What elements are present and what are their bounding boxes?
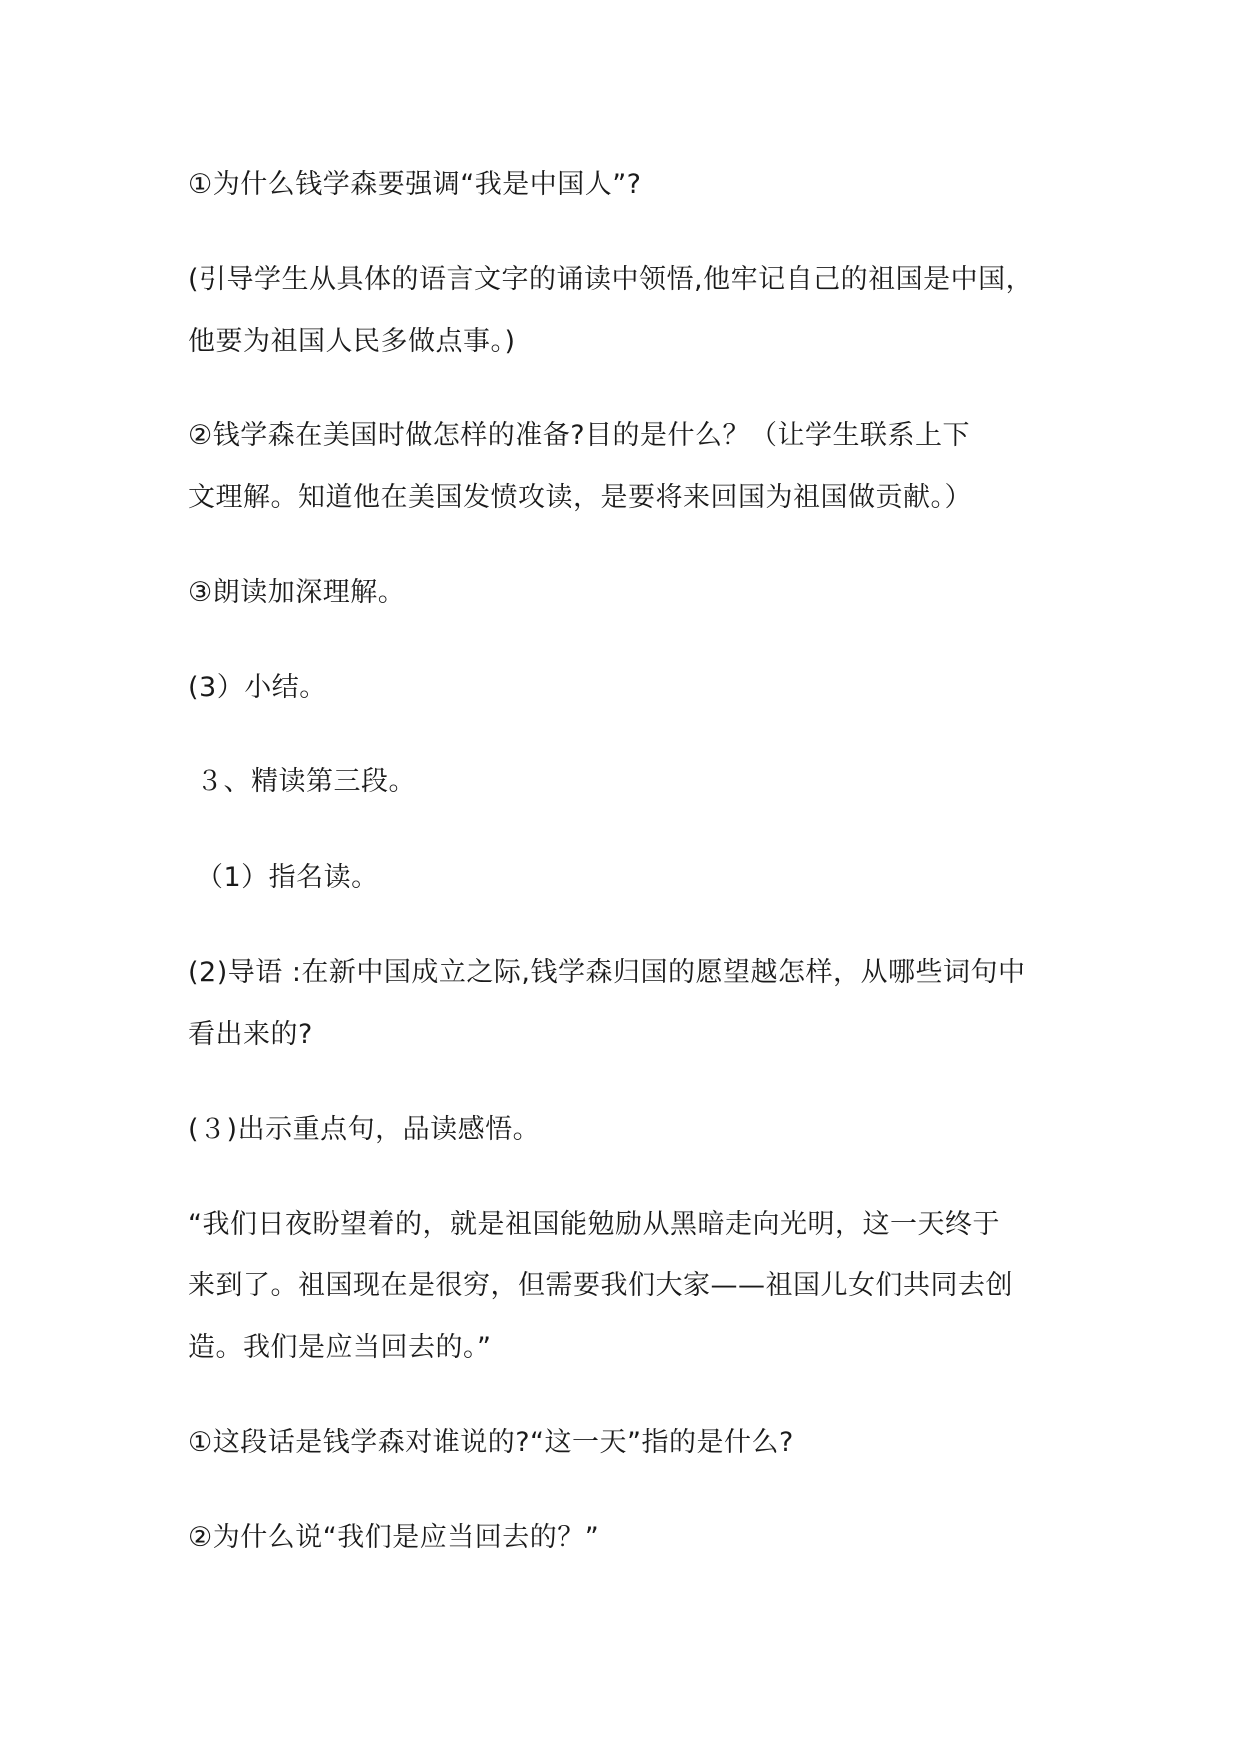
question-1-line: ①为什么钱学森要强调“我是中国人”? [188,169,642,200]
summary-line: (3）小结。 [188,672,327,703]
quote-question-2: ②为什么说“我们是应当回去的？” [188,1522,600,1553]
question-2-line-2: 文理解。知道他在美国发愤攻读，是要将来回国为祖国做贡献。） [188,482,972,513]
step-3-line: (３)出示重点句，品读感悟。 [188,1114,541,1145]
section-3-heading: ３、精读第三段。 [196,766,416,797]
guidance-line-2: 他要为祖国人民多做点事。) [188,326,516,357]
question-2-line-1: ②钱学森在美国时做怎样的准备?目的是什么？（让学生联系上下 [188,420,971,451]
question-3-line: ③朗读加深理解。 [188,577,406,608]
quote-line-3: 造。我们是应当回去的。” [188,1332,492,1363]
quote-line-1: “我们日夜盼望着的，就是祖国能勉励从黑暗走向光明，这一天终于 [188,1209,1000,1240]
step-1-line: （1）指名读。 [196,862,379,893]
quote-line-2: 来到了。祖国现在是很穷，但需要我们大家——祖国儿女们共同去创 [188,1270,1013,1301]
step-2-line-1: (2)导语 :在新中国成立之际,钱学森归国的愿望越怎样，从哪些词句中 [188,957,1026,988]
guidance-line-1: (引导学生从具体的语言文字的诵读中领悟,他牢记自己的祖国是中国， [188,264,1034,295]
quote-question-1: ①这段话是钱学森对谁说的?“这一天”指的是什么? [188,1427,794,1458]
step-2-line-2: 看出来的? [188,1019,313,1050]
